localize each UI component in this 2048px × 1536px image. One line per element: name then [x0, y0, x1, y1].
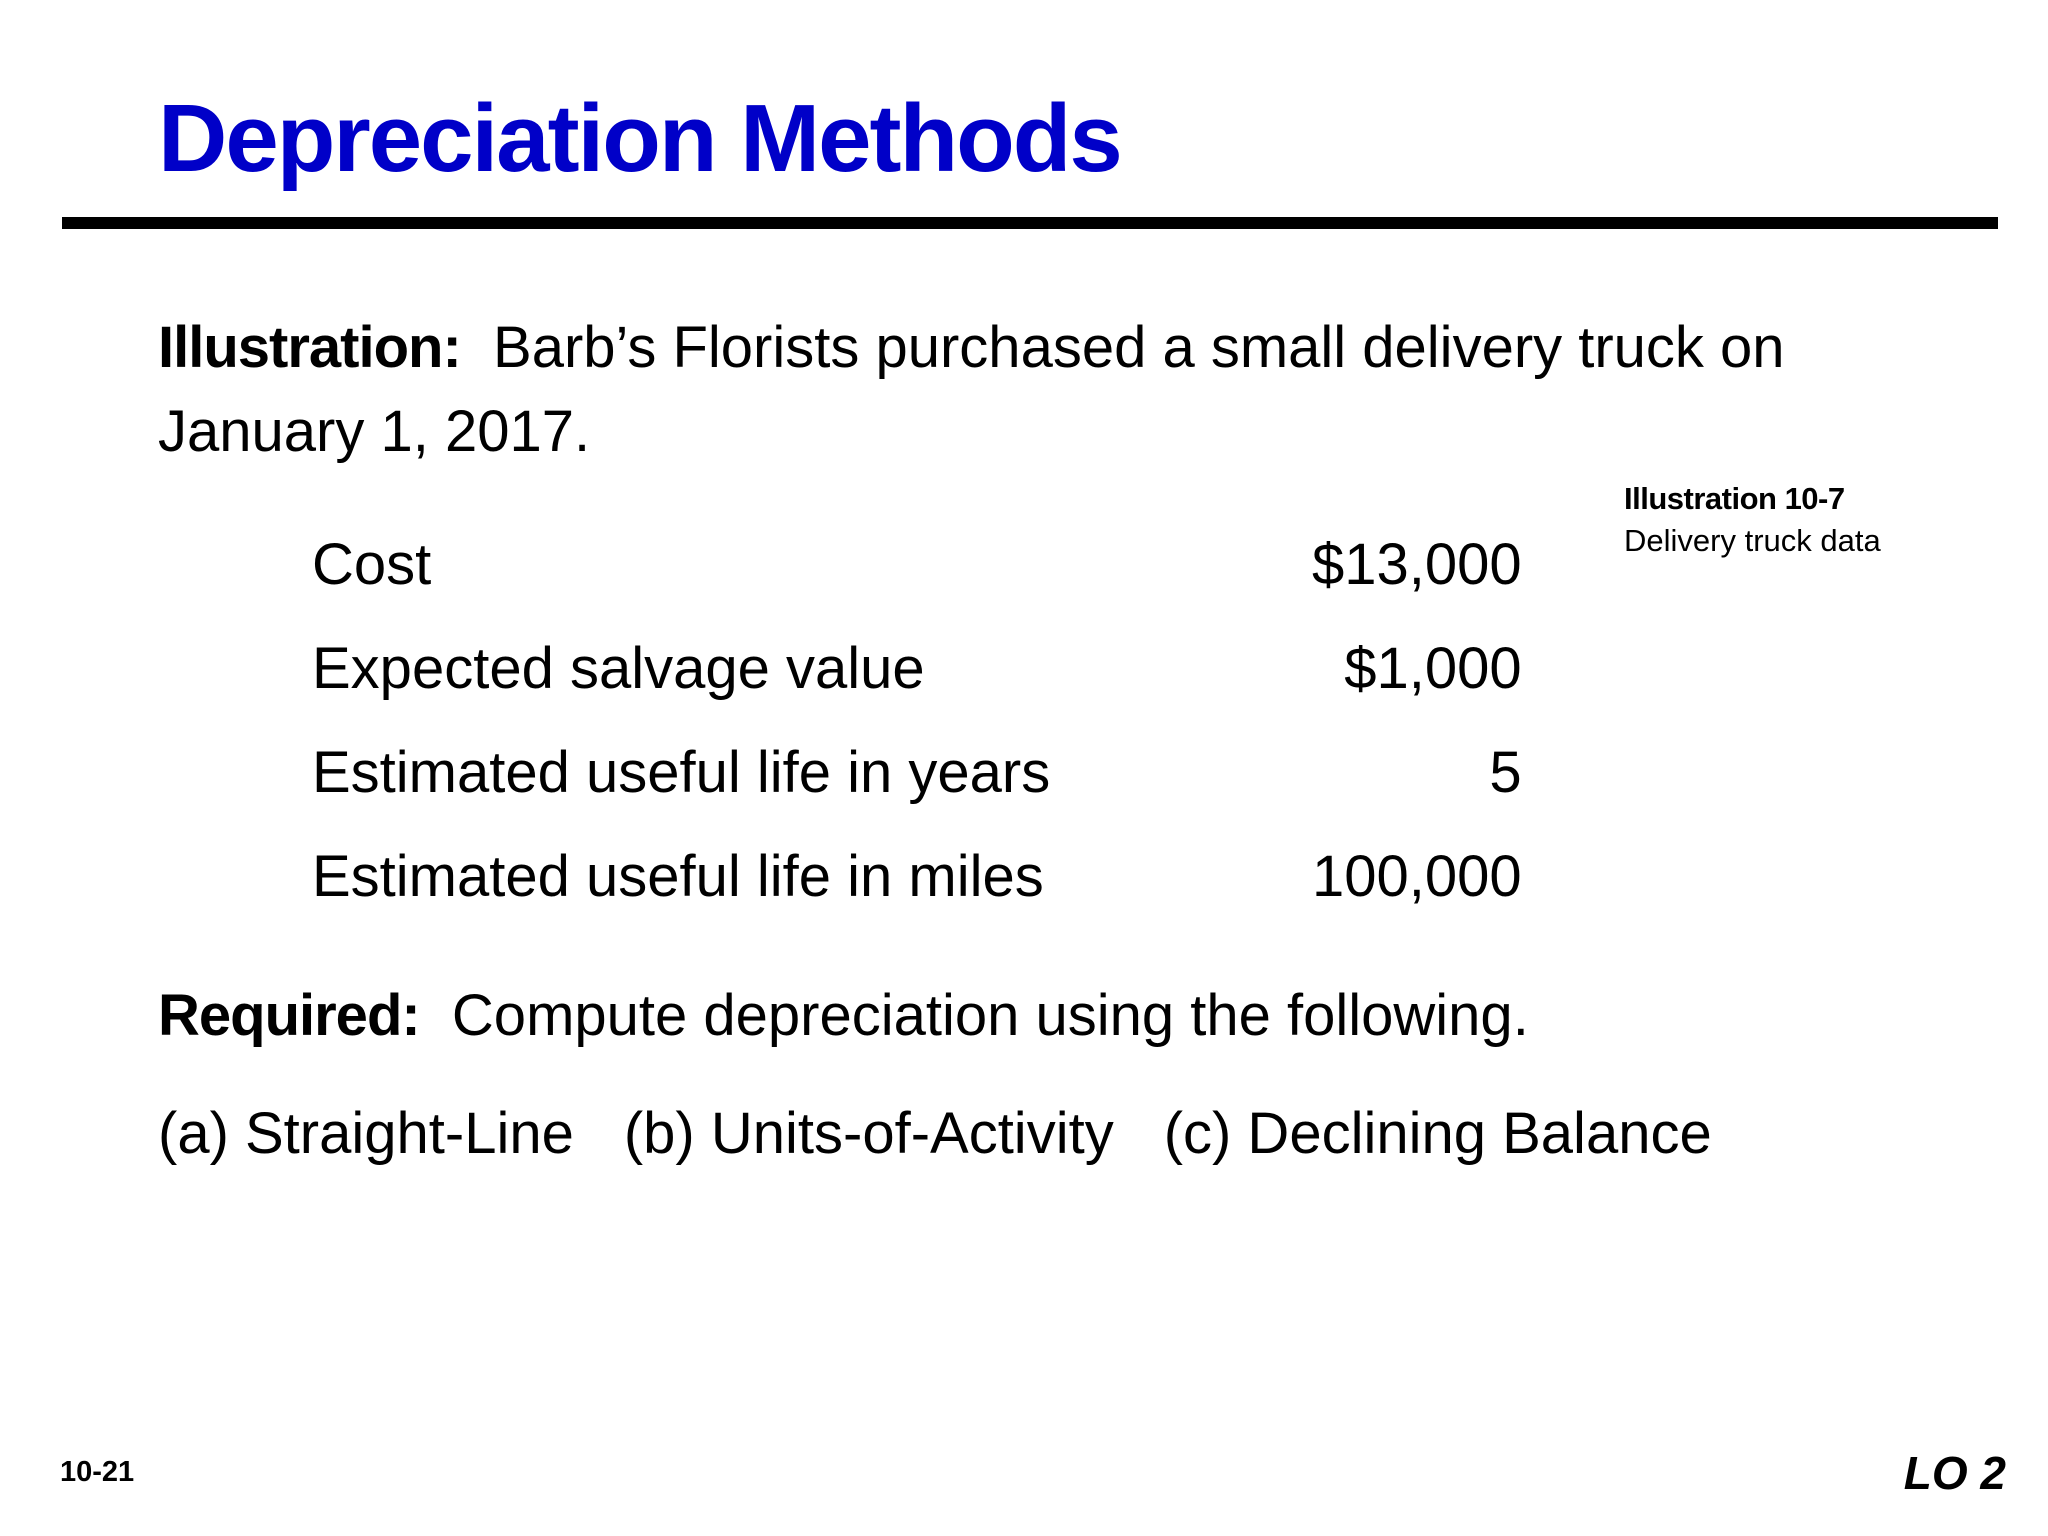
method-straight-line: (a) Straight-Line [158, 1101, 574, 1166]
row-value: $13,000 [1312, 531, 1522, 597]
row-label: Expected salvage value [312, 635, 925, 701]
table-row [312, 616, 1522, 720]
row-label: Estimated useful life in years [312, 739, 1051, 805]
row-label: Cost [312, 531, 432, 597]
title-divider [62, 217, 1998, 229]
table-row [312, 720, 1522, 824]
table-row [312, 512, 1522, 616]
caption-title: Illustration 10-7 [1624, 481, 1845, 516]
illustration-paragraph [158, 306, 1858, 474]
methods-list [158, 1092, 1712, 1176]
illustration-text: Barb’s Florists purchased a small delivery truck on January 1, 2017. [158, 315, 1785, 464]
row-value: 5 [1489, 739, 1522, 805]
slide-title: Depreciation Methods [158, 85, 1121, 192]
required-lead: Required: [158, 983, 420, 1048]
learning-objective-tag: LO 2 [1903, 1447, 2006, 1499]
slide-number: 10-21 [60, 1456, 135, 1488]
caption-subtitle: Delivery truck data [1624, 523, 1881, 558]
row-label: Estimated useful life in miles [312, 843, 1044, 909]
table-row [312, 824, 1522, 928]
required-text: Compute depreciation using the following. [451, 983, 1529, 1048]
method-units-of-activity: (b) Units-of-Activity [623, 1101, 1114, 1166]
row-value: 100,000 [1312, 843, 1522, 909]
row-value: $1,000 [1344, 635, 1522, 701]
method-declining-balance: (c) Declining Balance [1163, 1101, 1712, 1166]
illustration-lead: Illustration: [158, 315, 461, 380]
illustration-caption [1624, 478, 1881, 562]
required-paragraph [158, 974, 1858, 1058]
truck-data-table [312, 512, 1522, 928]
